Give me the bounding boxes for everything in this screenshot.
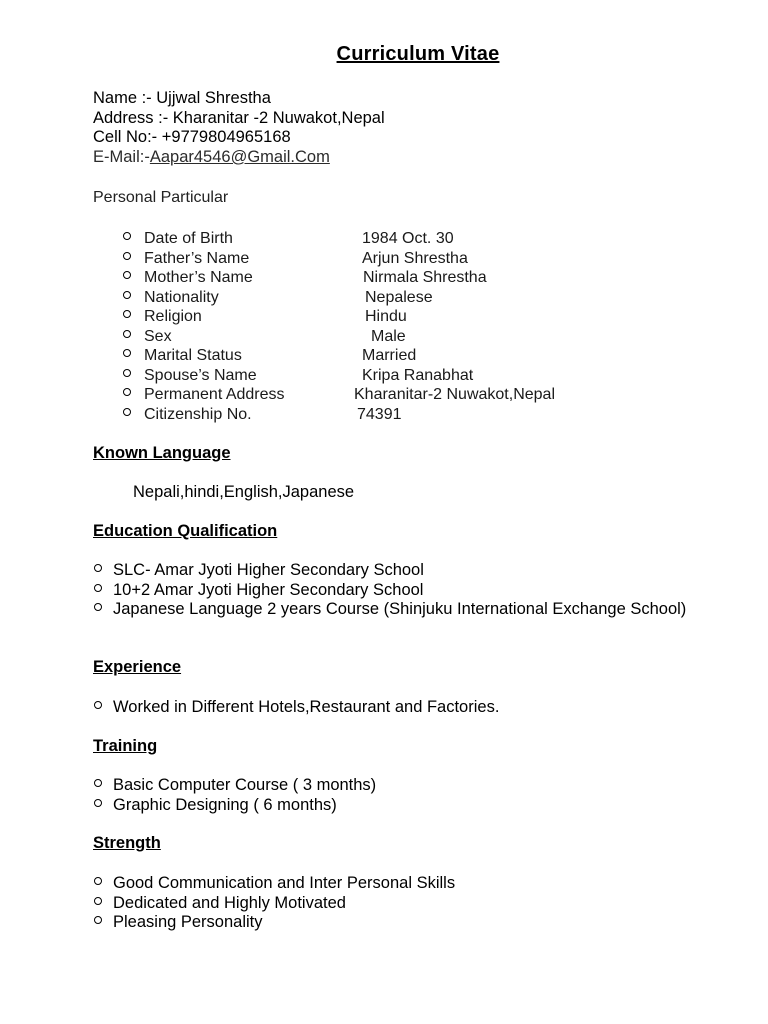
hollow-bullet-icon <box>123 310 131 318</box>
list-item <box>93 561 713 581</box>
hollow-bullet-icon <box>123 369 131 377</box>
list-item <box>93 874 713 894</box>
personal-value: 1984 Oct. 30 <box>362 230 454 247</box>
list-item-text: Basic Computer Course ( 3 months) <box>113 776 377 794</box>
personal-label: Date of Birth <box>144 230 233 247</box>
languages-text: Nepali,hindi,English,Japanese <box>133 483 355 501</box>
training-list <box>93 776 713 815</box>
list-item <box>93 600 713 620</box>
cell-line: Cell No:- +9779804965168 <box>93 128 291 147</box>
personal-value: 74391 <box>357 405 402 423</box>
list-item <box>93 581 713 601</box>
personal-value: Married <box>362 347 417 364</box>
hollow-bullet-icon <box>94 799 102 807</box>
list-item-text: SLC- Amar Jyoti Higher Secondary School <box>113 561 424 579</box>
hollow-bullet-icon <box>94 877 102 885</box>
list-item <box>93 698 713 718</box>
personal-label: Nationality <box>144 288 219 306</box>
hollow-bullet-icon <box>94 701 102 709</box>
personal-label: Marital Status <box>144 347 242 364</box>
hollow-bullet-icon <box>94 584 102 592</box>
list-item-text: Good Communication and Inter Personal Skills <box>113 874 456 892</box>
email-label: E-Mail:- <box>93 147 150 166</box>
contact-block <box>93 89 385 167</box>
strength-heading: Strength <box>93 834 161 852</box>
education-heading: Education Qualification <box>93 522 278 540</box>
list-item-text: Graphic Designing ( 6 months) <box>113 795 337 814</box>
hollow-bullet-icon <box>94 779 102 787</box>
hollow-bullet-icon <box>94 603 102 611</box>
hollow-bullet-icon <box>123 252 131 260</box>
personal-label: Religion <box>144 308 202 325</box>
hollow-bullet-icon <box>123 349 131 357</box>
list-item <box>93 796 713 816</box>
personal-value: Male <box>371 327 406 345</box>
list-item-text: Japanese Language 2 years Course (Shinjuku International Exchange School) <box>113 600 687 619</box>
training-heading: Training <box>93 737 158 755</box>
personal-value: Arjun Shrestha <box>362 249 468 267</box>
list-item <box>93 913 713 933</box>
hollow-bullet-icon <box>123 291 131 299</box>
personal-label: Permanent Address <box>144 386 285 403</box>
hollow-bullet-icon <box>94 564 102 572</box>
address-line: Address :- Kharanitar -2 Nuwakot,Nepal <box>93 108 385 127</box>
strength-list <box>93 874 713 933</box>
list-item-text: Dedicated and Highly Motivated <box>113 893 346 912</box>
list-item-text: 10+2 Amar Jyoti Higher Secondary School <box>113 580 424 599</box>
list-item <box>93 894 713 914</box>
personal-value: Hindu <box>365 308 407 325</box>
hollow-bullet-icon <box>123 408 131 416</box>
list-item-text: Worked in Different Hotels,Restaurant and Factories. <box>113 698 500 716</box>
hollow-bullet-icon <box>123 330 131 338</box>
personal-value: Nirmala Shrestha <box>363 269 487 286</box>
personal-heading: Personal Particular <box>93 189 229 206</box>
list-item <box>93 776 713 796</box>
education-list <box>93 561 713 620</box>
hollow-bullet-icon <box>94 897 102 905</box>
personal-label: Citizenship No. <box>144 405 252 423</box>
hollow-bullet-icon <box>123 232 131 240</box>
personal-value: Kripa Ranabhat <box>362 366 474 384</box>
name-line: Name :- Ujjwal Shrestha <box>93 89 271 107</box>
personal-label: Father’s Name <box>144 249 250 267</box>
languages-heading: Known Language <box>93 444 231 462</box>
hollow-bullet-icon <box>123 271 131 279</box>
hollow-bullet-icon <box>123 388 131 396</box>
experience-heading: Experience <box>93 658 182 676</box>
experience-list <box>93 698 713 718</box>
document-title: Curriculum Vitae <box>336 43 500 65</box>
hollow-bullet-icon <box>94 916 102 924</box>
email-line <box>93 148 385 168</box>
email-link[interactable]: Aapar4546@Gmail.Com <box>149 147 330 166</box>
personal-label: Mother’s Name <box>144 269 253 286</box>
list-item-text: Pleasing Personality <box>113 913 263 932</box>
personal-value: Kharanitar-2 Nuwakot,Nepal <box>354 386 555 403</box>
personal-value: Nepalese <box>365 288 433 306</box>
personal-label: Sex <box>144 327 172 345</box>
personal-label: Spouse’s Name <box>144 366 257 384</box>
